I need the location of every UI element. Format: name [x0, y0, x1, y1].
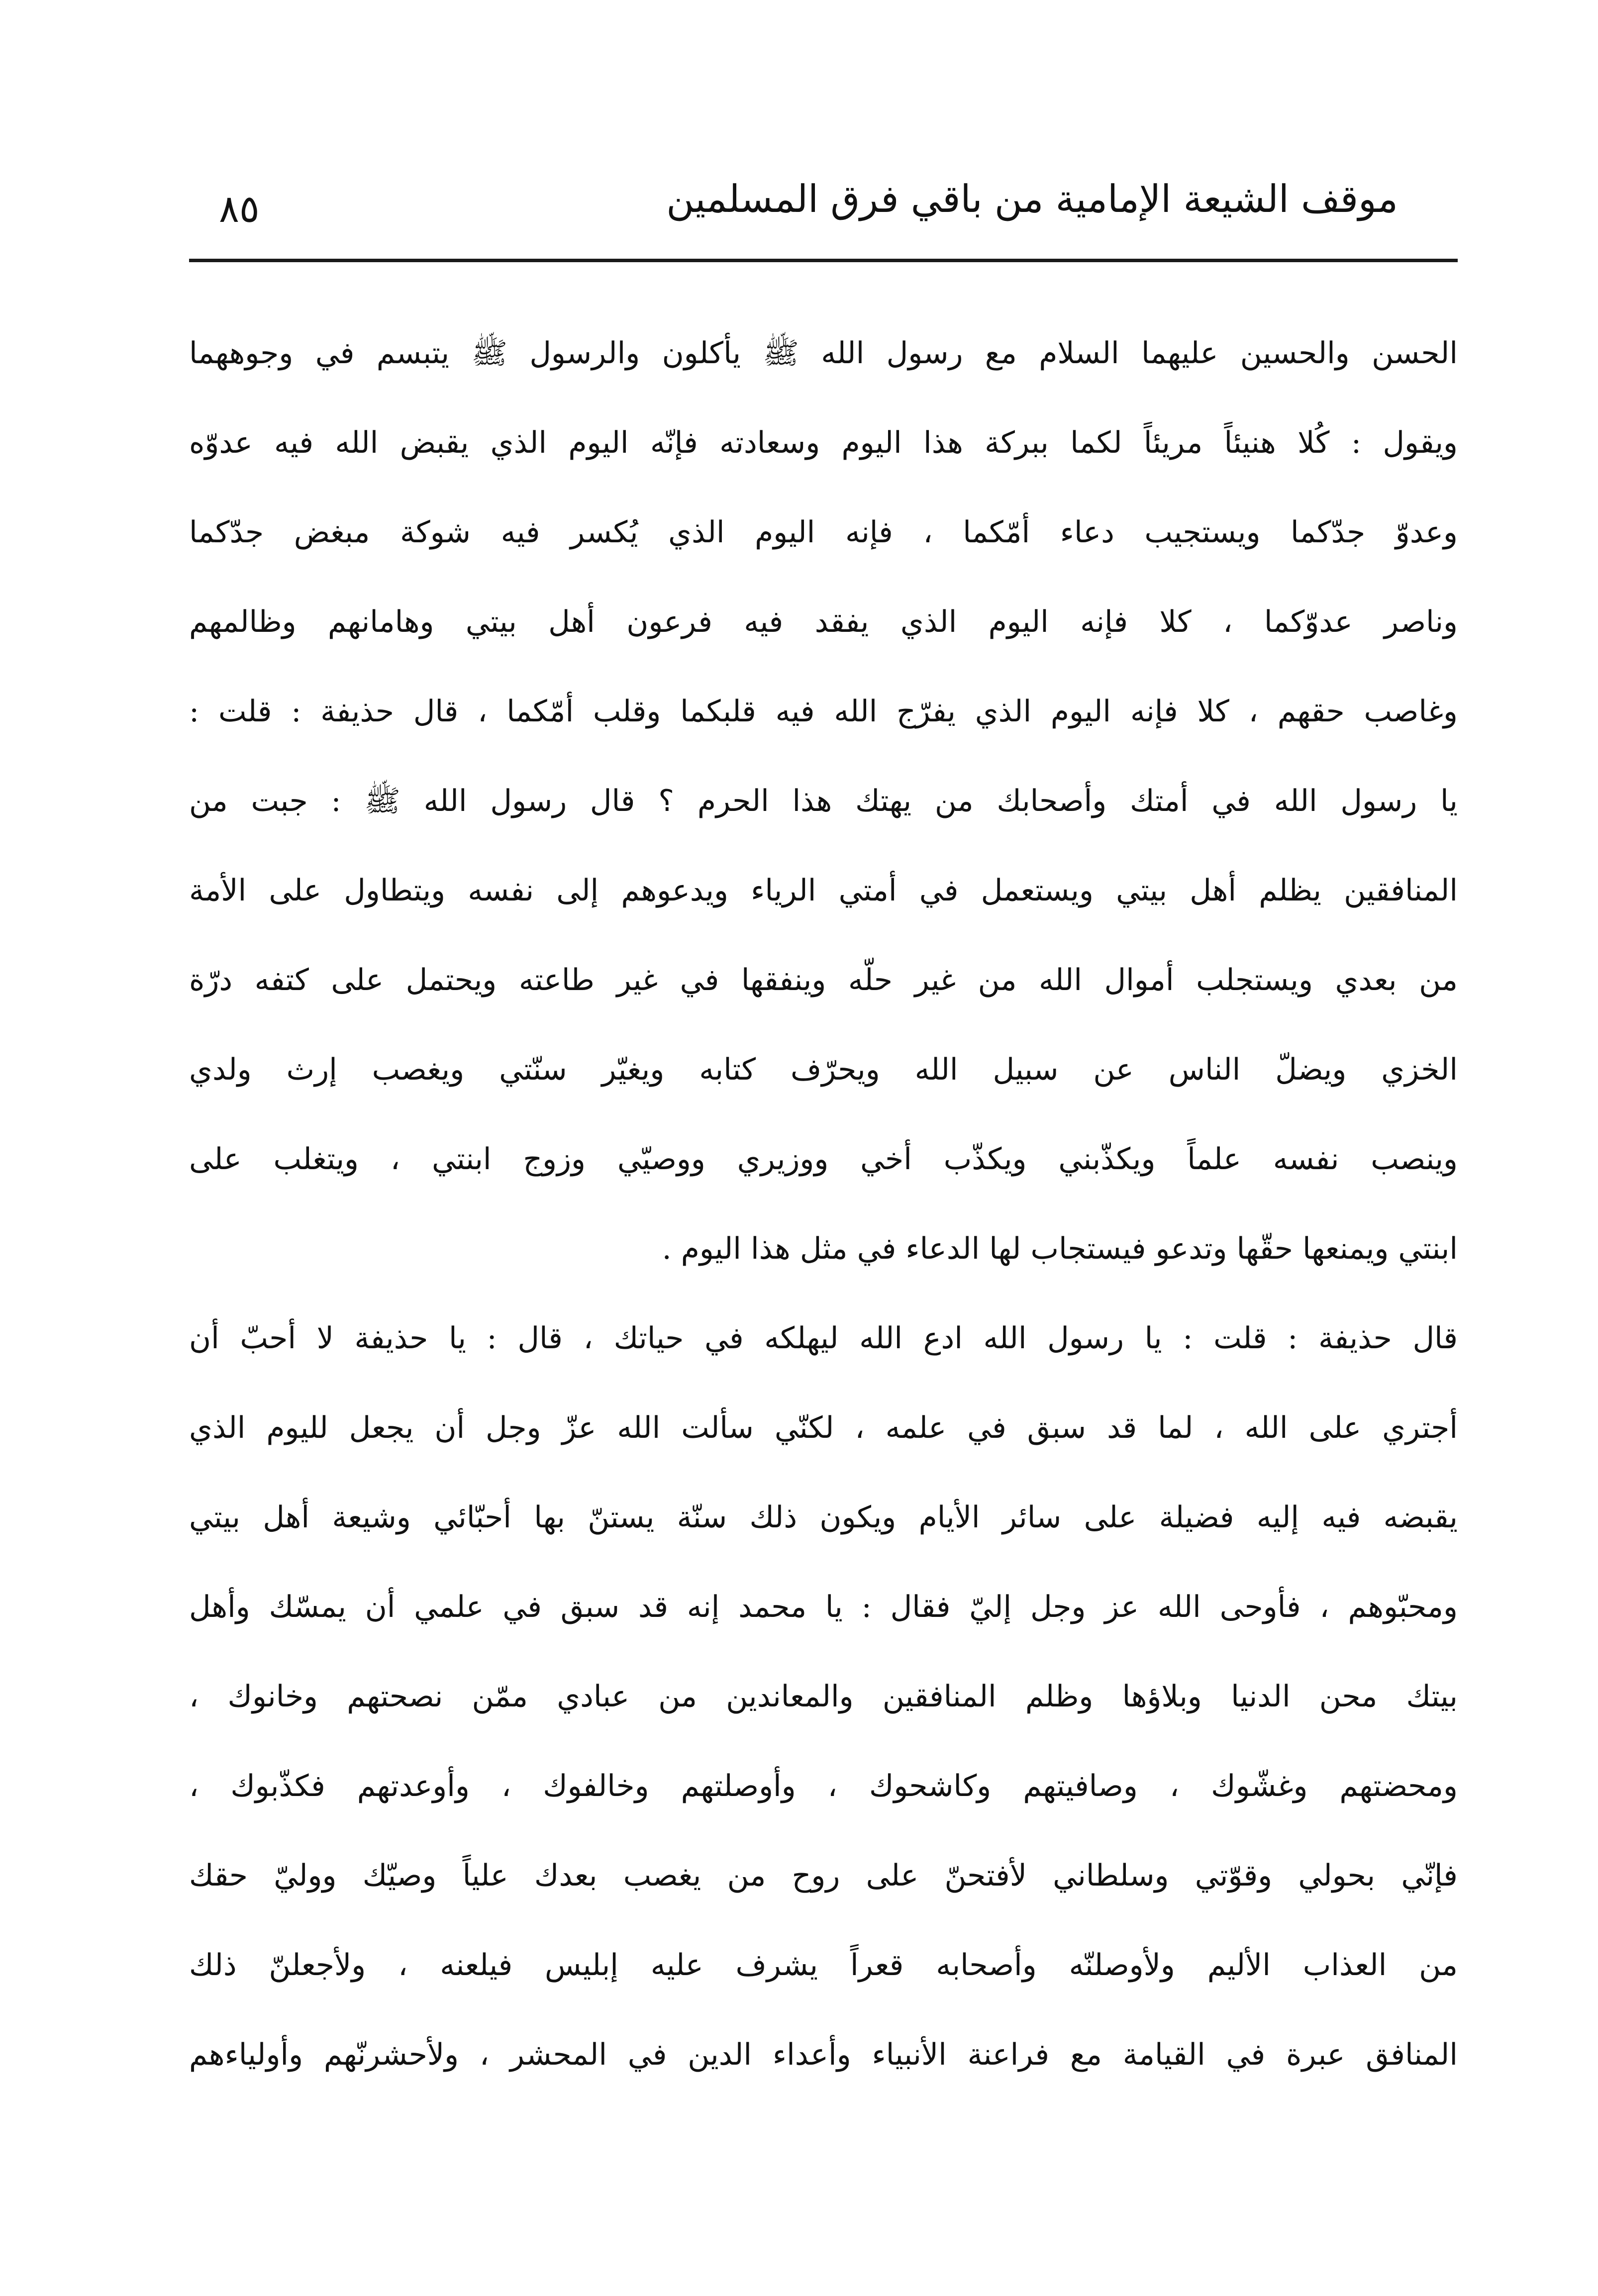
body-text	[189, 308, 1458, 2099]
text-line: من العذاب الأليم ولأوصلنّه وأصحابه قعراً يشرف عليه إبليس فيلعنه ، ولأجعلنّ ذلك	[189, 1948, 1458, 1983]
header-divider	[189, 259, 1458, 262]
text-line: وينصب نفسه علماً ويكذّبني ويكذّب أخي ووزيري ووصيّي وزوج ابنتي ، ويتغلب على	[189, 1142, 1458, 1177]
text-line: وغاصب حقهم ، كلا فإنه اليوم الذي يفرّج الله فيه قلبكما وقلب أمّكما ، قال حذيفة : قلت :	[189, 694, 1458, 729]
text-line: ومحبّوهم ، فأوحى الله عز وجل إليّ فقال : يا محمد إنه قد سبق في علمي أن يمسّك وأهل	[189, 1590, 1458, 1624]
text-line: قال حذيفة : قلت : يا رسول الله ادع الله ليهلكه في حياتك ، قال : يا حذيفة لا أحبّ أن	[189, 1321, 1458, 1356]
text-line: وناصر عدوّكما ، كلا فإنه اليوم الذي يفقد فيه فرعون أهل بيتي وهامانهم وظالمهم	[189, 604, 1458, 639]
text-line: ومحضتهم وغشّوك ، وصافيتهم وكاشحوك ، وأوصلتهم وخالفوك ، وأوعدتهم فكذّبوك ،	[189, 1769, 1458, 1803]
text-line: من بعدي ويستجلب أموال الله من غير حلّه وينفقها في غير طاعته ويحتمل على كتفه درّة	[189, 963, 1458, 998]
running-title: موقف الشيعة الإمامية من باقي فرق المسلمين	[666, 177, 1398, 221]
text-line: الحسن والحسين عليهما السلام مع رسول الله ﷺ يأكلون والرسول ﷺ يتبسم في وجوههما	[189, 336, 1458, 371]
text-line: يا رسول الله في أمتك وأصحابك من يهتك هذا الحرم ؟ قال رسول الله ﷺ : جبت من	[189, 784, 1458, 818]
page-number: ٨٥	[219, 187, 260, 231]
text-line: الخزي ويضلّ الناس عن سبيل الله ويحرّف كتابه ويغيّر سنّتي ويغصب إرث ولدي	[189, 1052, 1458, 1087]
text-line: فإنّي بحولي وقوّتي وسلطاني لأفتحنّ على روح من يغصب بعدك علياً وصيّك ووليّ حقك	[189, 1858, 1458, 1893]
text-line: أجتري على الله ، لما قد سبق في علمه ، لكنّي سألت الله عزّ وجل أن يجعل لليوم الذي	[189, 1410, 1458, 1445]
page-header	[189, 164, 1458, 239]
text-line: ويقول : كُلا هنيئاً مريئاً لكما ببركة هذا اليوم وسعادته فإنّه اليوم الذي يقبض الله فيه عدوّه	[189, 425, 1458, 460]
text-line: ابنتي ويمنعها حقّها وتدعو فيستجاب لها الدعاء في مثل هذا اليوم .	[662, 1231, 1458, 1266]
text-line: المنافقين يظلم أهل بيتي ويستعمل في أمتي الرياء ويدعوهم إلى نفسه ويتطاول على الأمة	[189, 873, 1458, 908]
text-line: المنافق عبرة في القيامة مع فراعنة الأنبياء وأعداء الدين في المحشر ، ولأحشرنّهم وأولياءهم	[189, 2037, 1458, 2072]
text-line: وعدوّ جدّكما ويستجيب دعاء أمّكما ، فإنه اليوم الذي يُكسر فيه شوكة مبغض جدّكما	[189, 515, 1458, 550]
text-line: بيتك محن الدنيا وبلاؤها وظلم المنافقين والمعاندين من عبادي ممّن نصحتهم وخانوك ،	[189, 1679, 1458, 1714]
text-line: يقبضه فيه إليه فضيلة على سائر الأيام ويكون ذلك سنّة يستنّ بها أحبّائي وشيعة أهل بيتي	[189, 1500, 1458, 1535]
